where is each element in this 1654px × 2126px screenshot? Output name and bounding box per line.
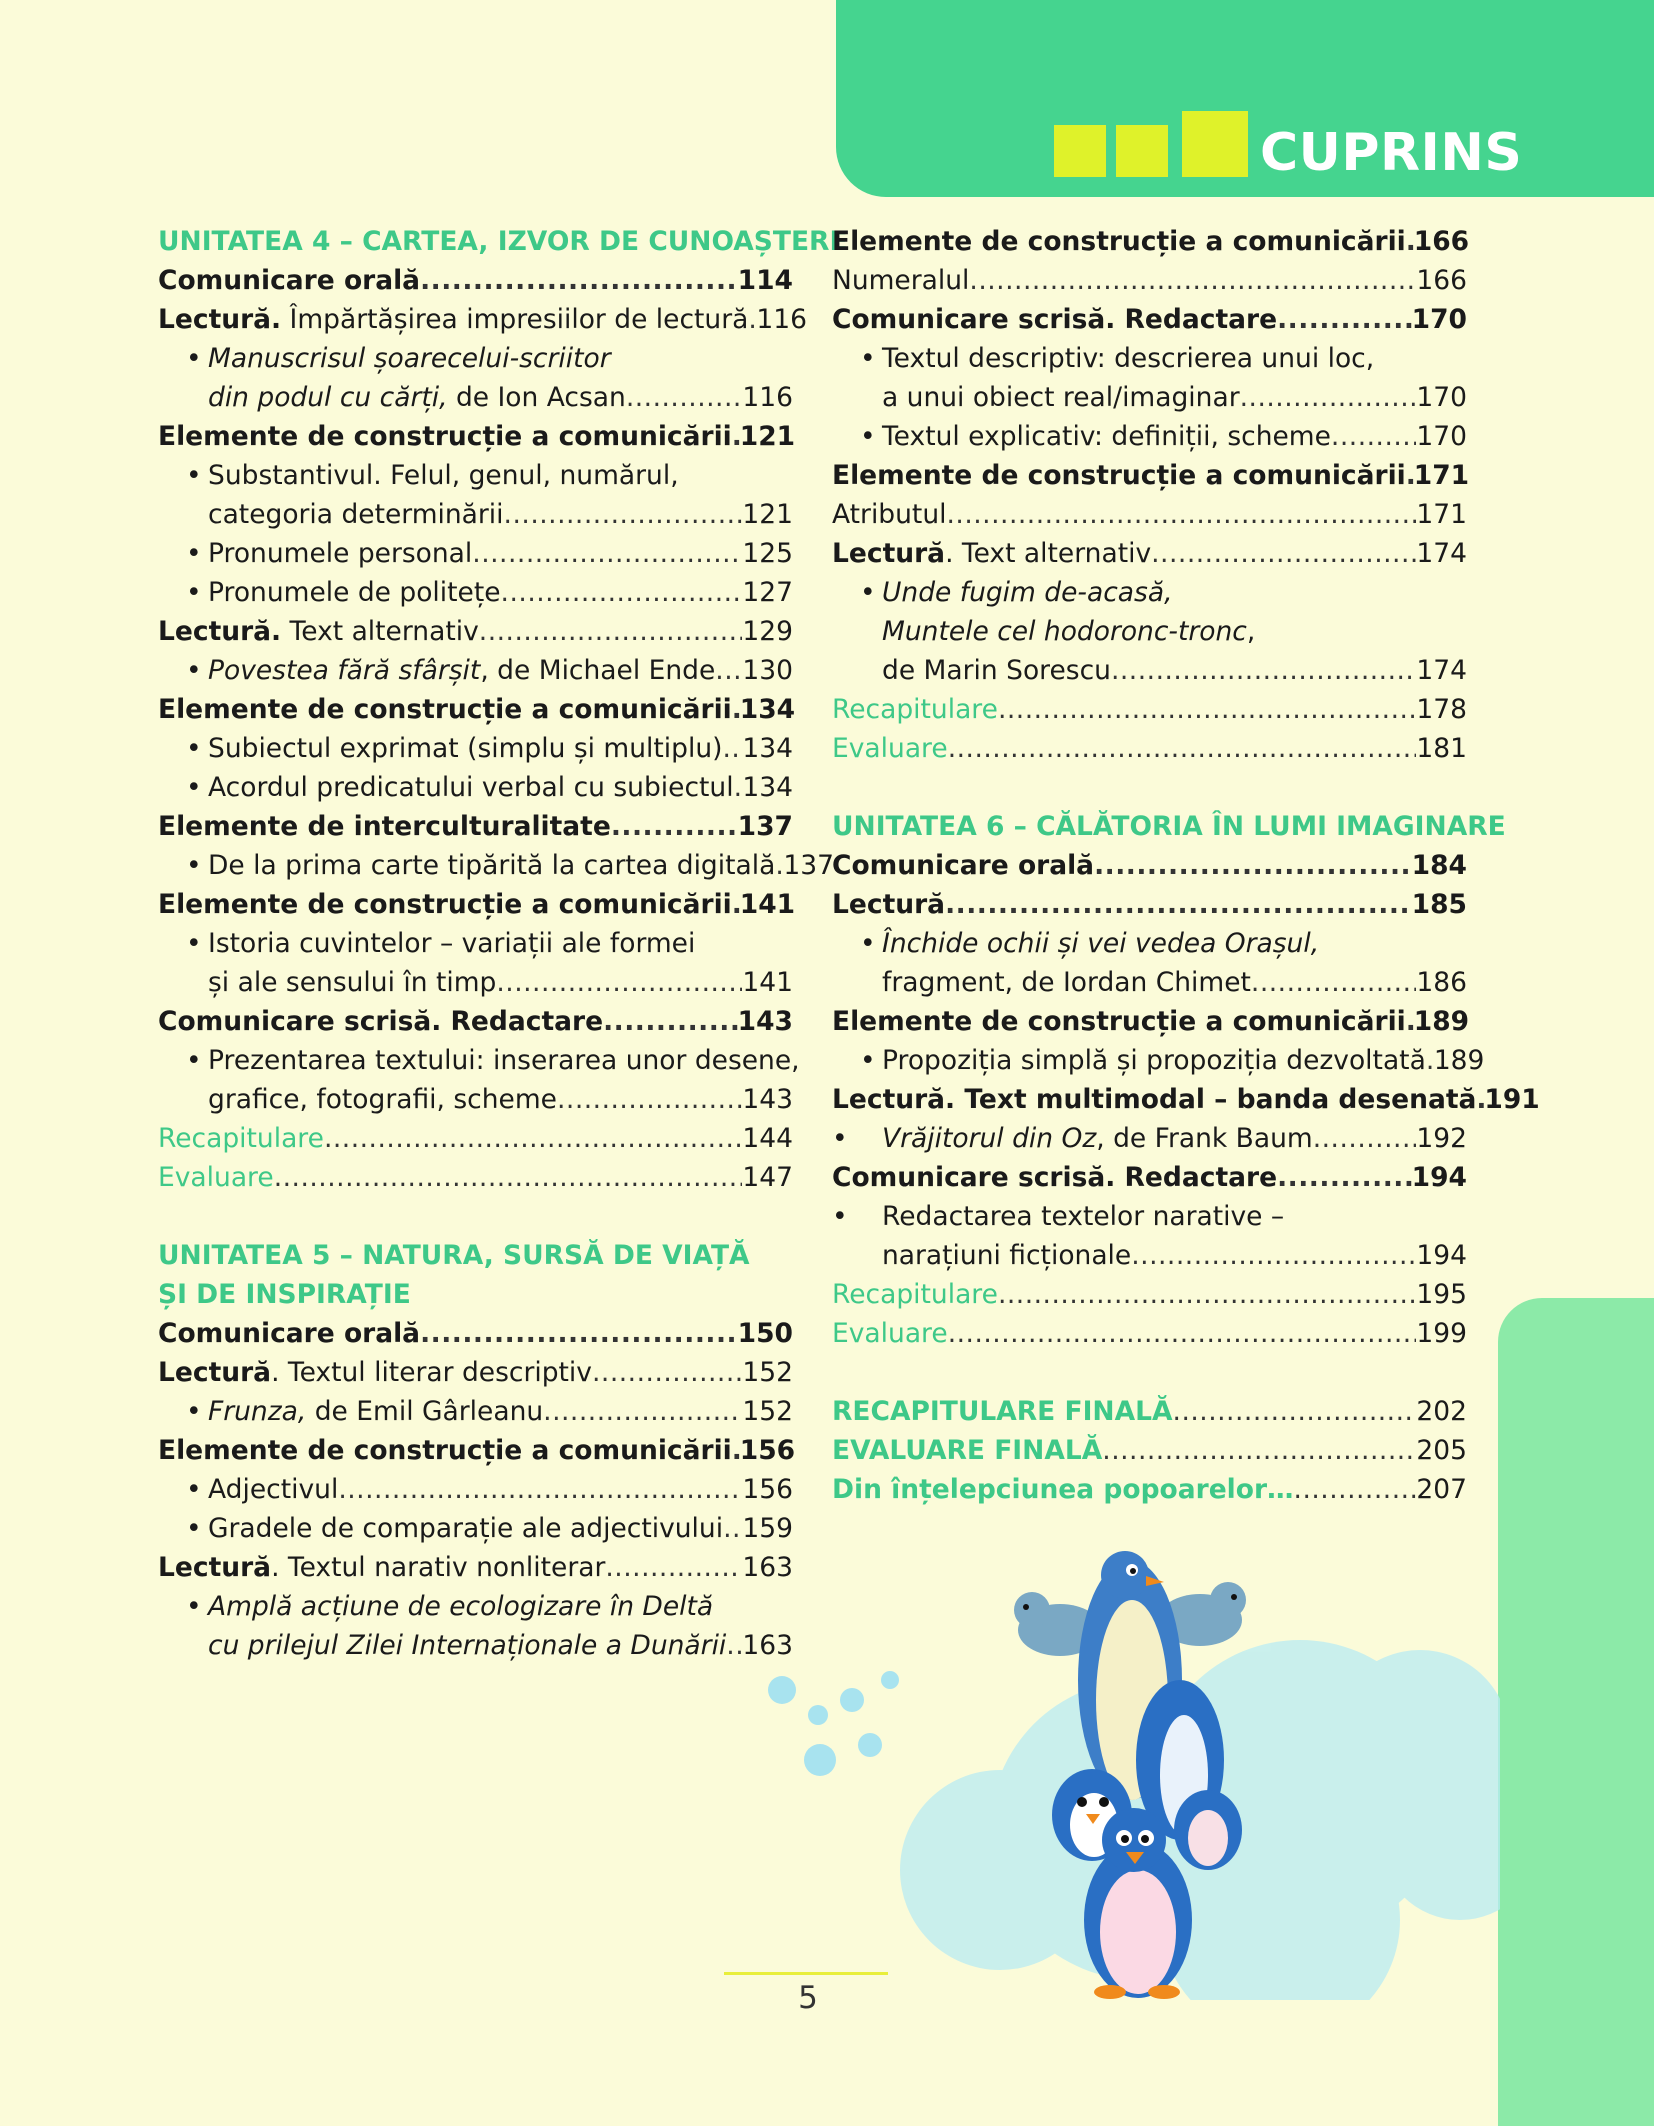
decor-square-2 — [1116, 125, 1168, 177]
toc-subentry[interactable]: • Adjectivul ..... 156 — [158, 1470, 793, 1509]
toc-entry[interactable]: Numeralul ..... 166 — [832, 261, 1467, 300]
toc-entry[interactable]: Atributul ..... 171 — [832, 495, 1467, 534]
unit-title: UNITATEA 6 – CĂLĂTORIA ÎN LUMI IMAGINARE — [832, 811, 1506, 842]
toc-entry-eval[interactable]: Evaluare ..... 199 — [832, 1314, 1467, 1353]
toc-subentry[interactable]: • Textul descriptiv: descrierea unui loc, — [860, 343, 1375, 374]
bubble-dots — [768, 1671, 899, 1776]
toc-entry[interactable]: Lectură. Textul narativ nonliterar ..... 163 — [158, 1548, 793, 1587]
unit-title-cont: ȘI DE INSPIRAȚIE — [158, 1279, 411, 1310]
toc-subentry[interactable]: • Istoria cuvintelor – variații ale formei — [186, 928, 696, 959]
toc-entry[interactable]: Lectură. Text alternativ ..... 129 — [158, 612, 793, 651]
toc-subentry[interactable]: Muntele cel hodoronc-tronc, — [882, 616, 1256, 647]
toc-subentry[interactable]: narațiuni ficționale ..... 194 — [832, 1236, 1467, 1275]
toc-right-column — [832, 222, 1540, 1509]
toc-entry-recap[interactable]: Recapitulare ..... 144 — [158, 1119, 793, 1158]
toc-entry[interactable]: Lectură. Text multimodal – banda desenată ..... 191 — [832, 1080, 1467, 1119]
toc-entry-recap[interactable]: Recapitulare ..... 178 — [832, 690, 1467, 729]
decor-square-1 — [1054, 125, 1106, 177]
toc-entry[interactable]: Comunicare orală ..... 114 — [158, 261, 793, 300]
page-title: CUPRINS — [1260, 123, 1523, 183]
toc-entry[interactable]: Comunicare scrisă. Redactare ..... 170 — [832, 300, 1467, 339]
toc-subentry[interactable]: • Subiectul exprimat (simplu și multiplu) ..... 134 — [158, 729, 793, 768]
toc-subentry[interactable]: și ale sensului în timp ..... 141 — [158, 963, 793, 1002]
toc-entry[interactable]: Lectură. Text alternativ ..... 174 — [832, 534, 1467, 573]
toc-subentry[interactable]: • Manuscrisul șoarecelui-scriitor — [186, 343, 611, 374]
toc-subentry[interactable]: • Textul explicativ: definiții, scheme ..... 170 — [832, 417, 1467, 456]
toc-entry-recap[interactable]: Recapitulare ..... 195 — [832, 1275, 1467, 1314]
small-penguin-right — [1174, 1790, 1242, 1870]
toc-subentry[interactable]: • Amplă acțiune de ecologizare în Deltă — [186, 1591, 714, 1622]
toc-subentry[interactable]: • Propoziția simplă și propoziția dezvoltată ..... 189 — [832, 1041, 1467, 1080]
page-number-rule — [724, 1972, 888, 1975]
toc-subentry[interactable]: • Prezentarea textului: inserarea unor desene, — [186, 1045, 800, 1076]
toc-subentry[interactable]: • Închide ochii și vei vedea Orașul, — [860, 928, 1320, 959]
toc-entry[interactable]: Comunicare orală ..... 184 — [832, 846, 1467, 885]
toc-subentry[interactable]: de Marin Sorescu ..... 174 — [832, 651, 1467, 690]
toc-subentry[interactable]: • Unde fugim de-acasă, — [860, 577, 1173, 608]
penguins-illustration — [760, 1540, 1500, 2000]
toc-subentry[interactable]: • Povestea fără sfârșit, de Michael Ende ..... 130 — [158, 651, 793, 690]
toc-subentry[interactable]: • Vrăjitorul din Oz, de Frank Baum ..... 192 — [832, 1119, 1467, 1158]
toc-left-column — [158, 222, 848, 1665]
toc-subentry[interactable]: grafice, fotografii, scheme ..... 143 — [158, 1080, 793, 1119]
toc-entry[interactable]: Elemente de interculturalitate ..... 137 — [158, 807, 793, 846]
toc-entry-final-eval[interactable]: EVALUARE FINALĂ ..... 205 — [832, 1431, 1467, 1470]
toc-entry[interactable]: Elemente de construcție a comunicării ..... 156 — [158, 1431, 793, 1470]
toc-subentry[interactable]: • Gradele de comparație ale adjectivului ..... 159 — [158, 1509, 793, 1548]
toc-entry[interactable]: Lectură. Textul literar descriptiv ..... 152 — [158, 1353, 793, 1392]
page-number: 5 — [798, 1980, 818, 2016]
toc-subentry[interactable]: din podul cu cărți, de Ion Acsan ..... 116 — [158, 378, 793, 417]
toc-entry[interactable]: Elemente de construcție a comunicării ..... 121 — [158, 417, 793, 456]
toc-entry[interactable]: Elemente de construcție a comunicării ..... 171 — [832, 456, 1467, 495]
toc-entry[interactable]: Elemente de construcție a comunicării ..... 189 — [832, 1002, 1467, 1041]
toc-entry[interactable]: Elemente de construcție a comunicării ..... 134 — [158, 690, 793, 729]
toc-entry-eval[interactable]: Evaluare ..... 181 — [832, 729, 1467, 768]
toc-entry[interactable]: Lectură. Împărtășirea impresiilor de lectură ..... 116 — [158, 300, 793, 339]
toc-entry[interactable]: Lectură ..... 185 — [832, 885, 1467, 924]
toc-subentry[interactable]: categoria determinării ..... 121 — [158, 495, 793, 534]
toc-subentry[interactable]: • Acordul predicatului verbal cu subiectul ..... 134 — [158, 768, 793, 807]
side-band — [1498, 1298, 1654, 2126]
toc-subentry[interactable]: cu prilejul Zilei Internaționale a Dunării ..... 163 — [158, 1626, 793, 1665]
toc-entry[interactable]: Elemente de construcție a comunicării ..... 141 — [158, 885, 793, 924]
unit-title: UNITATEA 5 – NATURA, SURSĂ DE VIAȚĂ — [158, 1240, 750, 1271]
toc-subentry[interactable]: • Pronumele de politețe ..... 127 — [158, 573, 793, 612]
toc-entry[interactable]: Comunicare scrisă. Redactare ..... 194 — [832, 1158, 1467, 1197]
toc-entry[interactable]: Comunicare scrisă. Redactare ..... 143 — [158, 1002, 793, 1041]
toc-subentry[interactable]: • Redactarea textelor narative – — [832, 1201, 1285, 1232]
toc-subentry[interactable]: • Pronumele personal ..... 125 — [158, 534, 793, 573]
toc-entry-wisdom[interactable]: Din înțelepciunea popoarelor… ..... 207 — [832, 1470, 1467, 1509]
toc-subentry[interactable]: • Substantivul. Felul, genul, numărul, — [186, 460, 679, 491]
toc-entry[interactable]: Comunicare orală ..... 150 — [158, 1314, 793, 1353]
unit-title: UNITATEA 4 – CARTEA, IZVOR DE CUNOAȘTERE — [158, 226, 848, 257]
toc-entry-eval[interactable]: Evaluare ..... 147 — [158, 1158, 793, 1197]
toc-entry[interactable]: Elemente de construcție a comunicării ..... 166 — [832, 222, 1467, 261]
toc-subentry[interactable]: • Frunza, de Emil Gârleanu ..... 152 — [158, 1392, 793, 1431]
toc-subentry[interactable]: fragment, de Iordan Chimet ..... 186 — [832, 963, 1467, 1002]
toc-subentry[interactable]: • De la prima carte tipărită la cartea digitală ..... 137 — [158, 846, 793, 885]
toc-subentry[interactable]: a unui obiect real/imaginar ..... 170 — [832, 378, 1467, 417]
toc-entry-final-recap[interactable]: RECAPITULARE FINALĂ ..... 202 — [832, 1392, 1467, 1431]
decor-square-3 — [1182, 111, 1248, 177]
